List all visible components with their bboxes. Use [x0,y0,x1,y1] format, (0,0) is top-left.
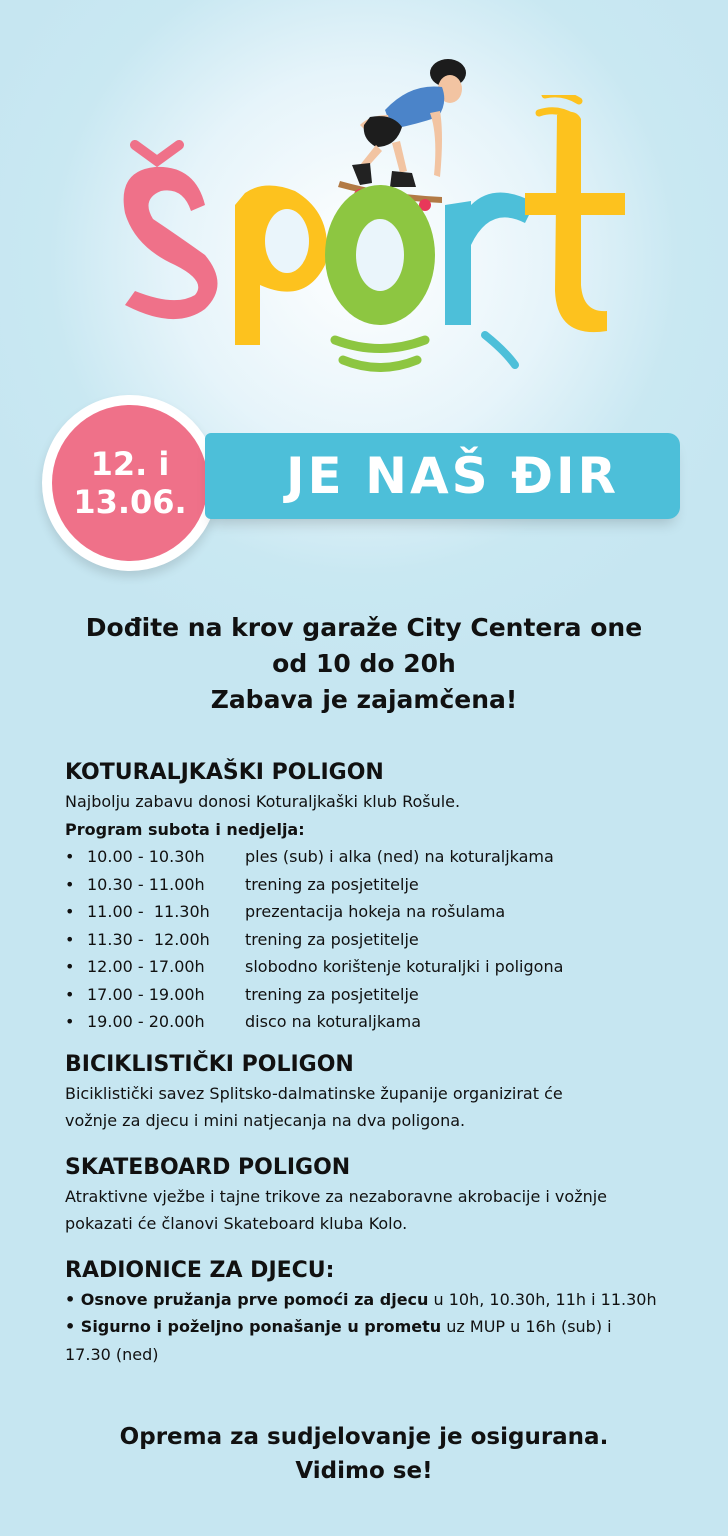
workshop-item-2-cont: 17.30 (ned) [65,1344,159,1364]
skate-line-1: Atraktivne vježbe i tajne trikove za nezaboravne akrobacije i vožnje [65,1186,608,1206]
bike-title: BICIKLISTIČKI POLIGON [65,1051,354,1077]
schedule-time: 17.00 - 19.00h [87,984,205,1004]
hero [0,0,728,400]
intro-line-3: Zabava je zajamčena! [210,685,518,714]
schedule-item: • 11.00 - 11.30h prezentacija hokeja na rošulama [65,898,685,926]
workshop-item-2-rest: uz MUP u 16h (sub) i [441,1317,612,1336]
bike-line-1: Biciklistički savez Splitsko-dalmatinske županije organizirat će [65,1083,563,1103]
roller-desc: Najbolju zabavu donosi Koturaljkaški klub Rošule. [65,792,461,811]
schedule-item: • 10.00 - 10.30h ples (sub) i alka (ned) na koturaljkama [65,843,685,871]
schedule-time: 11.30 - 12.00h [87,929,210,949]
schedule-activity: disco na koturaljkama [245,1012,421,1031]
schedule-activity: trening za posjetitelje [245,984,419,1004]
schedule-item: • 19.00 - 20.00h disco na koturaljkama [65,1008,685,1036]
schedule-item: • 17.00 - 19.00h trening za posjetitelje [65,981,685,1009]
outro [0,1420,728,1488]
slogan-text: JE NAŠ ĐIR [285,447,620,505]
outro-line-2: Vidimo se! [295,1458,433,1484]
schedule-time: 10.30 - 11.00h [87,874,205,894]
schedule-activity: trening za posjetitelje [245,874,419,894]
date-badge-inner [52,405,208,561]
program-content [65,758,685,1368]
schedule-time: 10.00 - 10.30h [87,847,205,866]
date-badge [42,395,218,571]
roller-title: KOTURALJKAŠKI POLIGON [65,760,384,785]
schedule-item: • 12.00 - 17.00h slobodno korištenje koturaljki i poligona [65,953,685,981]
workshop-item-1 [65,1286,685,1314]
workshop-item-2 [65,1313,685,1341]
intro-line-1: Dođite na krov garaže City Centera one [85,613,643,642]
schedule-time: 11.00 - 11.30h [87,902,210,921]
bike-line-2: vožnje za djecu i mini natjecanja na dva poligona. [65,1111,466,1130]
sport-logo [95,95,635,395]
schedule-activity: trening za posjetitelje [245,929,419,949]
outro-line-1: Oprema za sudjelovanje je osigurana. [119,1424,609,1450]
schedule-activity: prezentacija hokeja na rošulama [245,902,506,921]
schedule-time: 19.00 - 20.00h [87,1012,205,1031]
workshops-title: RADIONICE ZA DJECU: [65,1257,335,1283]
schedule-item: • 11.30 - 12.00h trening za posjetitelje [65,926,685,954]
date-line-2: 13.06. [73,483,187,521]
workshop-item-1-bold: • Osnove pružanja prve pomoći za djecu [65,1289,429,1309]
skate-title: SKATEBOARD POLIGON [65,1154,351,1180]
schedule-item: • 10.30 - 11.00h trening za posjetitelje [65,871,685,899]
program-label: Program subota i nedjelja: [65,819,305,839]
intro [0,610,728,718]
schedule-activity: slobodno korištenje koturaljki i poligona [245,957,564,976]
slogan-banner [205,433,680,519]
date-line-1: 12. i [90,445,170,483]
workshop-item-2-bold: • Sigurno i poželjno ponašanje u prometu [65,1317,442,1336]
schedule-activity: ples (sub) i alka (ned) na koturaljkama [245,847,554,866]
workshop-item-1-rest: u 10h, 10.30h, 11h i 11.30h [428,1289,657,1309]
schedule-list [65,843,685,1036]
skate-line-2: pokazati će članovi Skateboard kluba Kolo. [65,1214,408,1233]
schedule-time: 12.00 - 17.00h [87,957,205,976]
intro-line-2: od 10 do 20h [272,649,456,678]
